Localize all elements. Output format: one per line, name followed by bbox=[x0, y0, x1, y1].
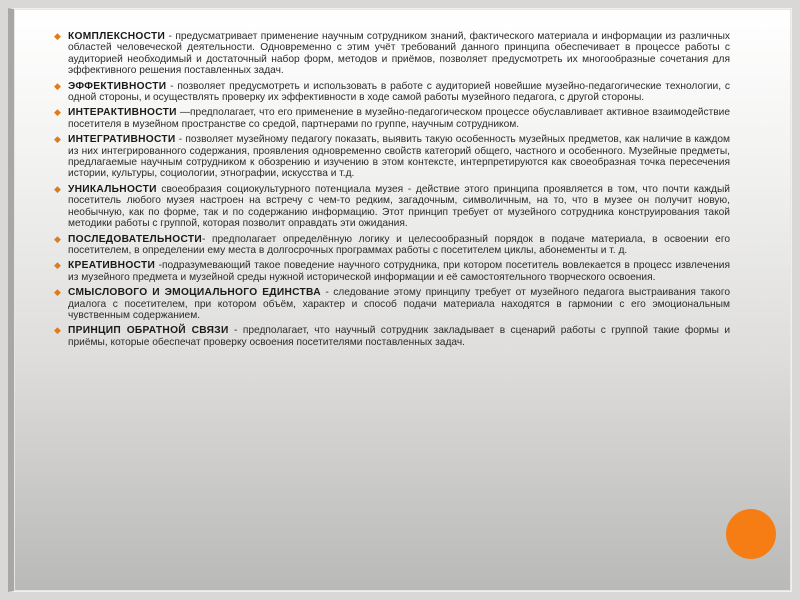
list-item bbox=[54, 325, 730, 348]
bullet-icon: ◆ bbox=[54, 325, 61, 336]
item-term: КРЕАТИВНОСТИ bbox=[68, 260, 156, 272]
bullet-icon: ◆ bbox=[54, 260, 61, 271]
item-term: ЭФФЕКТИВНОСТИ bbox=[68, 80, 167, 92]
list-item bbox=[54, 81, 730, 104]
bullet-icon: ◆ bbox=[54, 183, 61, 194]
item-term: КОМПЛЕКСНОСТИ bbox=[68, 31, 166, 42]
item-text: - предполагает определённую логику и целесообразный порядок в подаче материала, в освоении его посетителем, в определении ему места в долгосрочных программах работы с посетителем циклы, абонементы и т. д. bbox=[68, 233, 730, 256]
item-text: —предполагает, что его применение в музейно-педагогическом процессе обуславливает активное взаимодействие посетителя в музейном пространстве со средой, партнерами по группе, научным сотрудником. bbox=[68, 107, 730, 130]
list-item bbox=[54, 184, 730, 230]
item-term: ПРИНЦИП ОБРАТНОЙ СВЯЗИ bbox=[68, 325, 229, 337]
item-text: -подразумевающий такое поведение научного сотрудника, при котором посетитель вовлекается в процесс извлечения из музейного предмета и музейной среды нужной исторической информации и её самостоятельного творческого освоения. bbox=[68, 260, 730, 283]
item-term: ПОСЛЕДОВАТЕЛЬНОСТИ bbox=[68, 233, 202, 245]
list-item bbox=[54, 107, 730, 130]
bullet-icon: ◆ bbox=[54, 287, 61, 298]
bullet-icon: ◆ bbox=[54, 134, 61, 145]
bullet-icon: ◆ bbox=[54, 31, 61, 41]
principles-list bbox=[54, 31, 730, 352]
list-item bbox=[54, 287, 730, 321]
item-text: - следование этому принципу требует от музейного педагога выстраивания такого диалога с посетителем, при котором объём, характер и способ подачи материала находятся в гармонии с его эмоциональным чувственным содержанием. bbox=[68, 287, 730, 321]
list-item bbox=[54, 31, 730, 77]
bullet-icon: ◆ bbox=[54, 233, 61, 244]
item-term: СМЫСЛОВОГО И ЭМОЦИАЛЬНОГО ЕДИНСТВА bbox=[68, 287, 321, 299]
slide-frame bbox=[8, 8, 792, 592]
bullet-icon: ◆ bbox=[54, 80, 61, 91]
list-item bbox=[54, 134, 730, 180]
item-text: - предполагает, что научный сотрудник закладывает в сценарий работы с группой такие формы и приёмы, которые обеспечат проверку освоения посетителями поставленных задач. bbox=[68, 325, 731, 348]
item-term: УНИКАЛЬНОСТИ bbox=[68, 183, 157, 195]
list-item bbox=[54, 234, 730, 257]
item-term: ИНТЕРАКТИВНОСТИ bbox=[68, 107, 177, 119]
item-text: своеобразия социокультурного потенциала музея - действие этого принципа проявляется в том, что почти каждый посетитель любого музея настроен на встречу с чем-то редким, загадочным, символичным, на то, что в музее он получит новую, необычную, как по форме, так и по содержанию информацию. Этот принцип требует от музейного сотрудника конструирования такой методики работы с группой, которая позволит оправдать эти ожидания. bbox=[68, 183, 730, 230]
bullet-icon: ◆ bbox=[54, 107, 61, 118]
item-text: - предусматривает применение научным сотрудником знаний, фактического материала и информации из различных областей человеческой деятельности. Одновременно с этим учёт требований данного принципа обеспечивает в процессе работы с аудиторией необходимый и достаточный набор форм, методов и приёмов, позволяет предусмотреть их многообразные сочетания для эффективного решения поставленных задач. bbox=[68, 31, 730, 77]
item-term: ИНТЕГРАТИВНОСТИ bbox=[68, 134, 176, 146]
list-item bbox=[54, 260, 730, 283]
item-text: - позволяет музейному педагогу показать, выявить такую особенность музейных предметов, как наличие в каждом из них интегрированного содержания, проявления одновременно свойств категорий общего, частного и особенного. Музейные предметы, предлагаемые научным сотрудником к обозрению и изучению в этом контексте, интерпретируются как своеобразная точка пересечения истории, культуры, социологии, этнографии, искусства и т.д. bbox=[68, 134, 730, 180]
orange-circle-decoration bbox=[726, 509, 776, 559]
item-text: - позволяет предусмотреть и использовать в работе с аудиторией новейшие музейно-педагогические технологии, с одной стороны, и осуществлять проверку их эффективности в ходе самой работы музейного педагога, с другой стороны. bbox=[68, 80, 730, 104]
